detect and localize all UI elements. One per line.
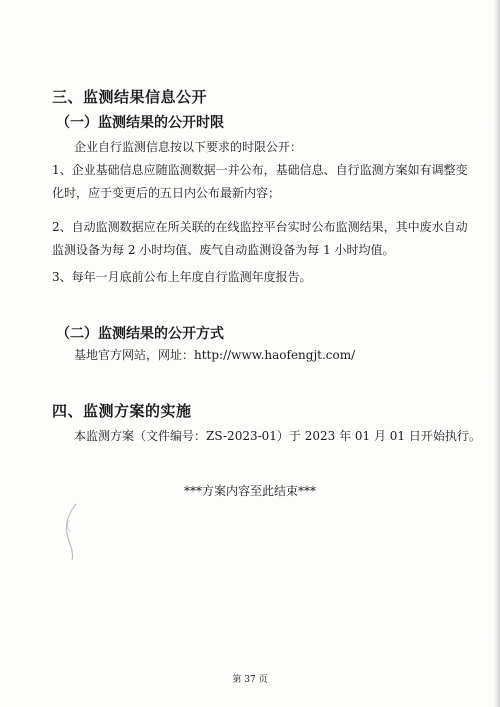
implementation-text: 本监测方案（文件编号：ZS-2023-01）于 2023 年 01 月 01 日开始执行。 bbox=[74, 429, 481, 443]
website-line: 基地官方网站，网址：http://www.haofengjt.com/ bbox=[74, 348, 356, 362]
item-2-line-1: 2、自动监测数据应在所关联的在线监控平台实时公布监测结果，其中废水自动 bbox=[52, 220, 468, 234]
item-3: 3、每年一月底前公布上年度自行监测年度报告。 bbox=[52, 270, 312, 284]
end-of-plan-marker: ***方案内容至此结束*** bbox=[183, 484, 316, 498]
section-3-title: 三、监测结果信息公开 bbox=[52, 88, 208, 106]
item-1-line-1: 1、企业基础信息应随监测数据一并公布，基础信息、自行监测方案如有调整变 bbox=[52, 163, 468, 177]
subsection-2-title: （二）监测结果的公开方式 bbox=[56, 326, 224, 342]
paragraph-intro: 企业自行监测信息按以下要求的时限公开： bbox=[74, 140, 303, 154]
subsection-1-title: （一）监测结果的公开时限 bbox=[56, 115, 224, 131]
page-edge-shadow bbox=[494, 0, 500, 707]
item-1-line-2: 化时，应于变更后的五日内公布最新内容； bbox=[52, 186, 281, 200]
item-2-line-2: 监测设备为每 2 小时均值、废气自动监测设备为每 1 小时均值。 bbox=[52, 243, 395, 257]
pen-mark-icon bbox=[60, 502, 84, 562]
page-number: 第 37 页 bbox=[232, 675, 268, 685]
section-4-title: 四、监测方案的实施 bbox=[52, 402, 192, 420]
